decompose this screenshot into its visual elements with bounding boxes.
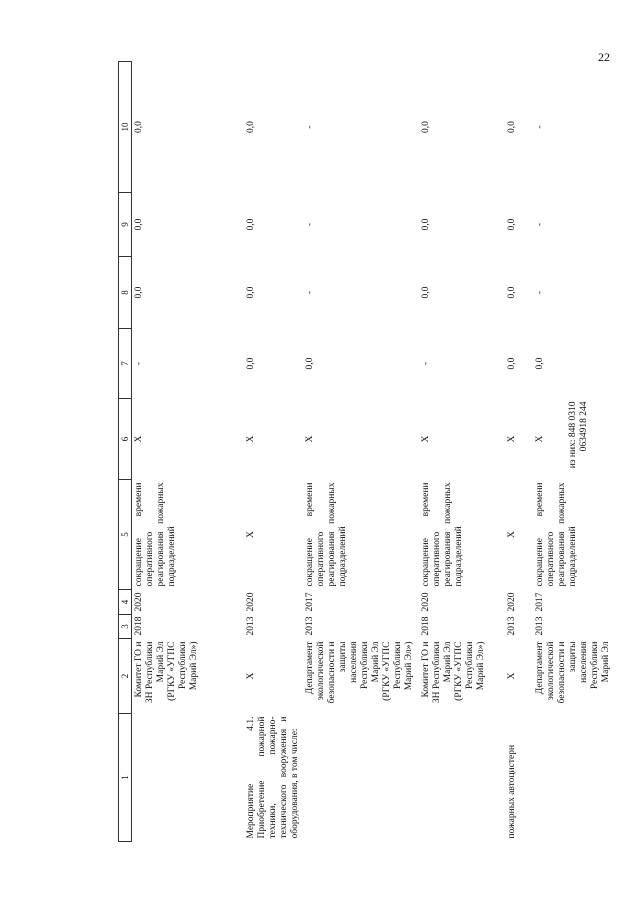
header-cell: 6 [119,399,132,480]
value-cell-9: 0,0 [420,218,431,231]
end-year-cell: 2020 [420,592,431,612]
budget-code-mark: Х [506,435,517,443]
value-cell-8: - [534,290,545,295]
start-year-cell: 2018 [420,616,431,636]
header-cell: 8 [119,257,132,329]
budget-code-cell [303,399,419,480]
result-cell: сокращение времени оперативного реагирования пожарных подразделений [304,482,348,587]
measure-cell: Мероприятие 4.1. Приобретение пожарной техники, пожарно-технического вооружения и оборудования, в том числе: [245,716,300,839]
header-cell: 3 [119,615,132,639]
budget-code-mark: Х [245,435,256,443]
page-number: 22 [598,50,610,64]
value-cell-8: 0,0 [245,286,256,299]
measure-cell [533,714,623,842]
start-year-cell: 2013 [245,616,256,636]
budget-code-cell [132,399,244,480]
value-cell-8: 0,0 [134,286,144,299]
end-year-cell: 2020 [245,592,256,612]
executor-cell: Комитет ГО и ЗН Республики Марий Эл (РГКУ «УГПС Республики Марий Эл») [420,641,486,704]
executor-cell: Департамент экологической безопасности и защиты населения Республики Марий Эл (РГКУ «УГПС Республики Марий Эл») [304,641,414,704]
executor-cell: Х [506,672,517,680]
executor-cell: Х [245,672,256,680]
value-cell-10: 0,0 [134,121,144,133]
executor-cell: Комитет ГО и ЗН Республики Марий Эл (РГКУ «УГПС Республики Марий Эл») [134,641,199,704]
header-row [119,62,132,842]
start-year-cell: 2013 [534,616,545,636]
table-row [505,62,533,842]
value-cell-9: 0,0 [134,218,144,231]
budget-code-cell [419,399,505,480]
result-cell: Х [506,531,517,538]
value-cell-8: 0,0 [506,286,517,299]
value-cell-10: 0,0 [245,121,256,133]
value-cell-7: 0,0 [304,357,315,370]
budget-code-cell [533,399,623,480]
executor-cell: Департамент экологической безопасности и защиты населения Республики Марий Эл [534,641,611,704]
value-cell-8: 0,0 [420,286,431,299]
start-year-cell: 2013 [506,616,517,636]
budget-code-mark: Х [534,435,545,443]
budget-code-detail: из них: 848 0310 0634918 244 [567,401,589,469]
value-cell-9: 0,0 [245,218,256,231]
value-cell-10: 0,0 [506,121,517,133]
value-cell-7: 0,0 [506,357,517,370]
end-year-cell: 2020 [134,592,144,612]
budget-code-mark: Х [134,435,144,443]
value-cell-7: - [420,361,431,366]
rotated-table-container [118,62,618,842]
header-cell: 2 [119,639,132,714]
start-year-cell: 2013 [304,616,315,636]
value-cell-9: - [534,222,545,227]
value-cell-9: 0,0 [506,218,517,231]
header-cell: 10 [119,62,132,193]
end-year-cell: 2017 [534,592,545,612]
budget-code-mark: Х [420,435,431,443]
table-row [303,62,419,842]
value-cell-8: - [304,290,315,295]
budget-code-cell [505,399,533,480]
end-year-cell: 2017 [304,592,315,612]
result-cell: Х [245,531,256,538]
value-cell-10: - [534,125,545,129]
value-cell-7: 0,0 [534,357,545,370]
table-row [132,62,244,842]
program-table [118,61,623,842]
table-row [419,62,505,842]
value-cell-10: 0,0 [420,121,431,133]
end-year-cell: 2020 [506,592,517,612]
header-cell: 4 [119,590,132,615]
table-row [533,62,623,842]
value-cell-7: 0,0 [245,357,256,370]
value-cell-7: - [134,361,144,366]
result-cell: сокращение времени оперативного реагирования пожарных подразделений [534,482,578,587]
value-cell-10: - [304,125,315,129]
table-row [244,62,303,842]
measure-cell [419,714,505,842]
budget-code-mark: Х [304,435,315,443]
value-cell-9: - [304,222,315,227]
budget-code-cell [244,399,303,480]
header-cell: 5 [119,480,132,590]
result-cell: сокращение времени оперативного реагирования пожарных подразделений [134,482,177,587]
header-cell: 1 [119,714,132,842]
start-year-cell: 2018 [134,616,144,636]
measure-cell [303,714,419,842]
header-cell: 9 [119,193,132,257]
measure-cell [132,714,244,842]
measure-cell: пожарных автоцистерн [506,744,517,839]
header-cell: 7 [119,329,132,399]
result-cell: сокращение времени оперативного реагирования пожарных подразделений [420,482,464,587]
